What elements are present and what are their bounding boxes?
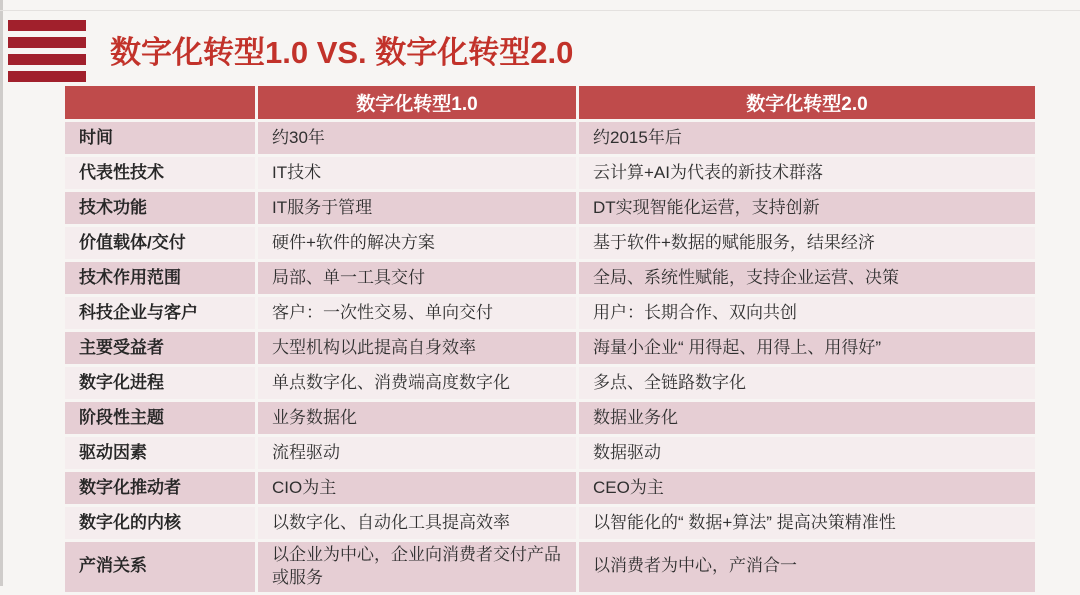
- row-label: 数字化推动者: [65, 472, 255, 504]
- row-value: 数据业务化: [579, 402, 1035, 434]
- row-value: 硬件+软件的解决方案: [258, 227, 576, 259]
- row-label: 驱动因素: [65, 437, 255, 469]
- table-row: [65, 227, 1035, 259]
- slide-header: [8, 16, 573, 82]
- table-body: [65, 122, 1035, 592]
- table-row: [65, 507, 1035, 539]
- row-value: 业务数据化: [258, 402, 576, 434]
- page-title: 数字化转型1.0 VS. 数字化转型2.0: [110, 34, 574, 70]
- row-value: 全局、系统性赋能，支持企业运营、决策: [579, 262, 1035, 294]
- row-label: 数字化的内核: [65, 507, 255, 539]
- table-row: [65, 542, 1035, 592]
- bar: [8, 71, 86, 82]
- row-value: 客户：一次性交易、单向交付: [258, 297, 576, 329]
- row-value: 多点、全链路数字化: [579, 367, 1035, 399]
- row-value: 流程驱动: [258, 437, 576, 469]
- header-cell-blank: [65, 86, 255, 119]
- row-value: 约30年: [258, 122, 576, 154]
- row-label: 主要受益者: [65, 332, 255, 364]
- row-label: 技术作用范围: [65, 262, 255, 294]
- row-label: 阶段性主题: [65, 402, 255, 434]
- row-value: 以企业为中心，企业向消费者交付产品或服务: [258, 542, 576, 592]
- row-value: 单点数字化、消费端高度数字化: [258, 367, 576, 399]
- bar: [8, 37, 86, 48]
- table-row: [65, 192, 1035, 224]
- table-row: [65, 297, 1035, 329]
- table-row: [65, 122, 1035, 154]
- header-cell-dt2: 数字化转型2.0: [579, 86, 1035, 119]
- row-value: 约2015年后: [579, 122, 1035, 154]
- table-row: [65, 332, 1035, 364]
- row-value: 以数字化、自动化工具提高效率: [258, 507, 576, 539]
- row-value: CIO为主: [258, 472, 576, 504]
- row-value: 数据驱动: [579, 437, 1035, 469]
- row-value: 以消费者为中心，产消合一: [579, 542, 1035, 592]
- table-header-row: [65, 86, 1035, 119]
- header-cell-dt1: 数字化转型1.0: [258, 86, 576, 119]
- row-value: 局部、单一工具交付: [258, 262, 576, 294]
- table-row: [65, 367, 1035, 399]
- row-label: 数字化进程: [65, 367, 255, 399]
- table-row: [65, 472, 1035, 504]
- slide-top-border: [0, 10, 1080, 11]
- row-value: 基于软件+数据的赋能服务，结果经济: [579, 227, 1035, 259]
- table-row: [65, 262, 1035, 294]
- row-value: CEO为主: [579, 472, 1035, 504]
- bar: [8, 20, 86, 31]
- table-row: [65, 157, 1035, 189]
- row-label: 价值载体/交付: [65, 227, 255, 259]
- slide-left-edge: [0, 0, 3, 586]
- row-label: 科技企业与客户: [65, 297, 255, 329]
- row-value: DT实现智能化运营，支持创新: [579, 192, 1035, 224]
- row-value: IT服务于管理: [258, 192, 576, 224]
- row-label: 产消关系: [65, 542, 255, 592]
- table-row: [65, 402, 1035, 434]
- table-row: [65, 437, 1035, 469]
- row-value: 用户：长期合作、双向共创: [579, 297, 1035, 329]
- row-value: 以智能化的“ 数据+算法” 提高决策精准性: [579, 507, 1035, 539]
- row-value: 海量小企业“ 用得起、用得上、用得好”: [579, 332, 1035, 364]
- row-value: 云计算+AI为代表的新技术群落: [579, 157, 1035, 189]
- hamburger-bars-icon: [8, 20, 86, 82]
- row-value: 大型机构以此提高自身效率: [258, 332, 576, 364]
- comparison-table: [62, 83, 1038, 595]
- row-label: 时间: [65, 122, 255, 154]
- row-label: 代表性技术: [65, 157, 255, 189]
- row-label: 技术功能: [65, 192, 255, 224]
- bar: [8, 54, 86, 65]
- row-value: IT技术: [258, 157, 576, 189]
